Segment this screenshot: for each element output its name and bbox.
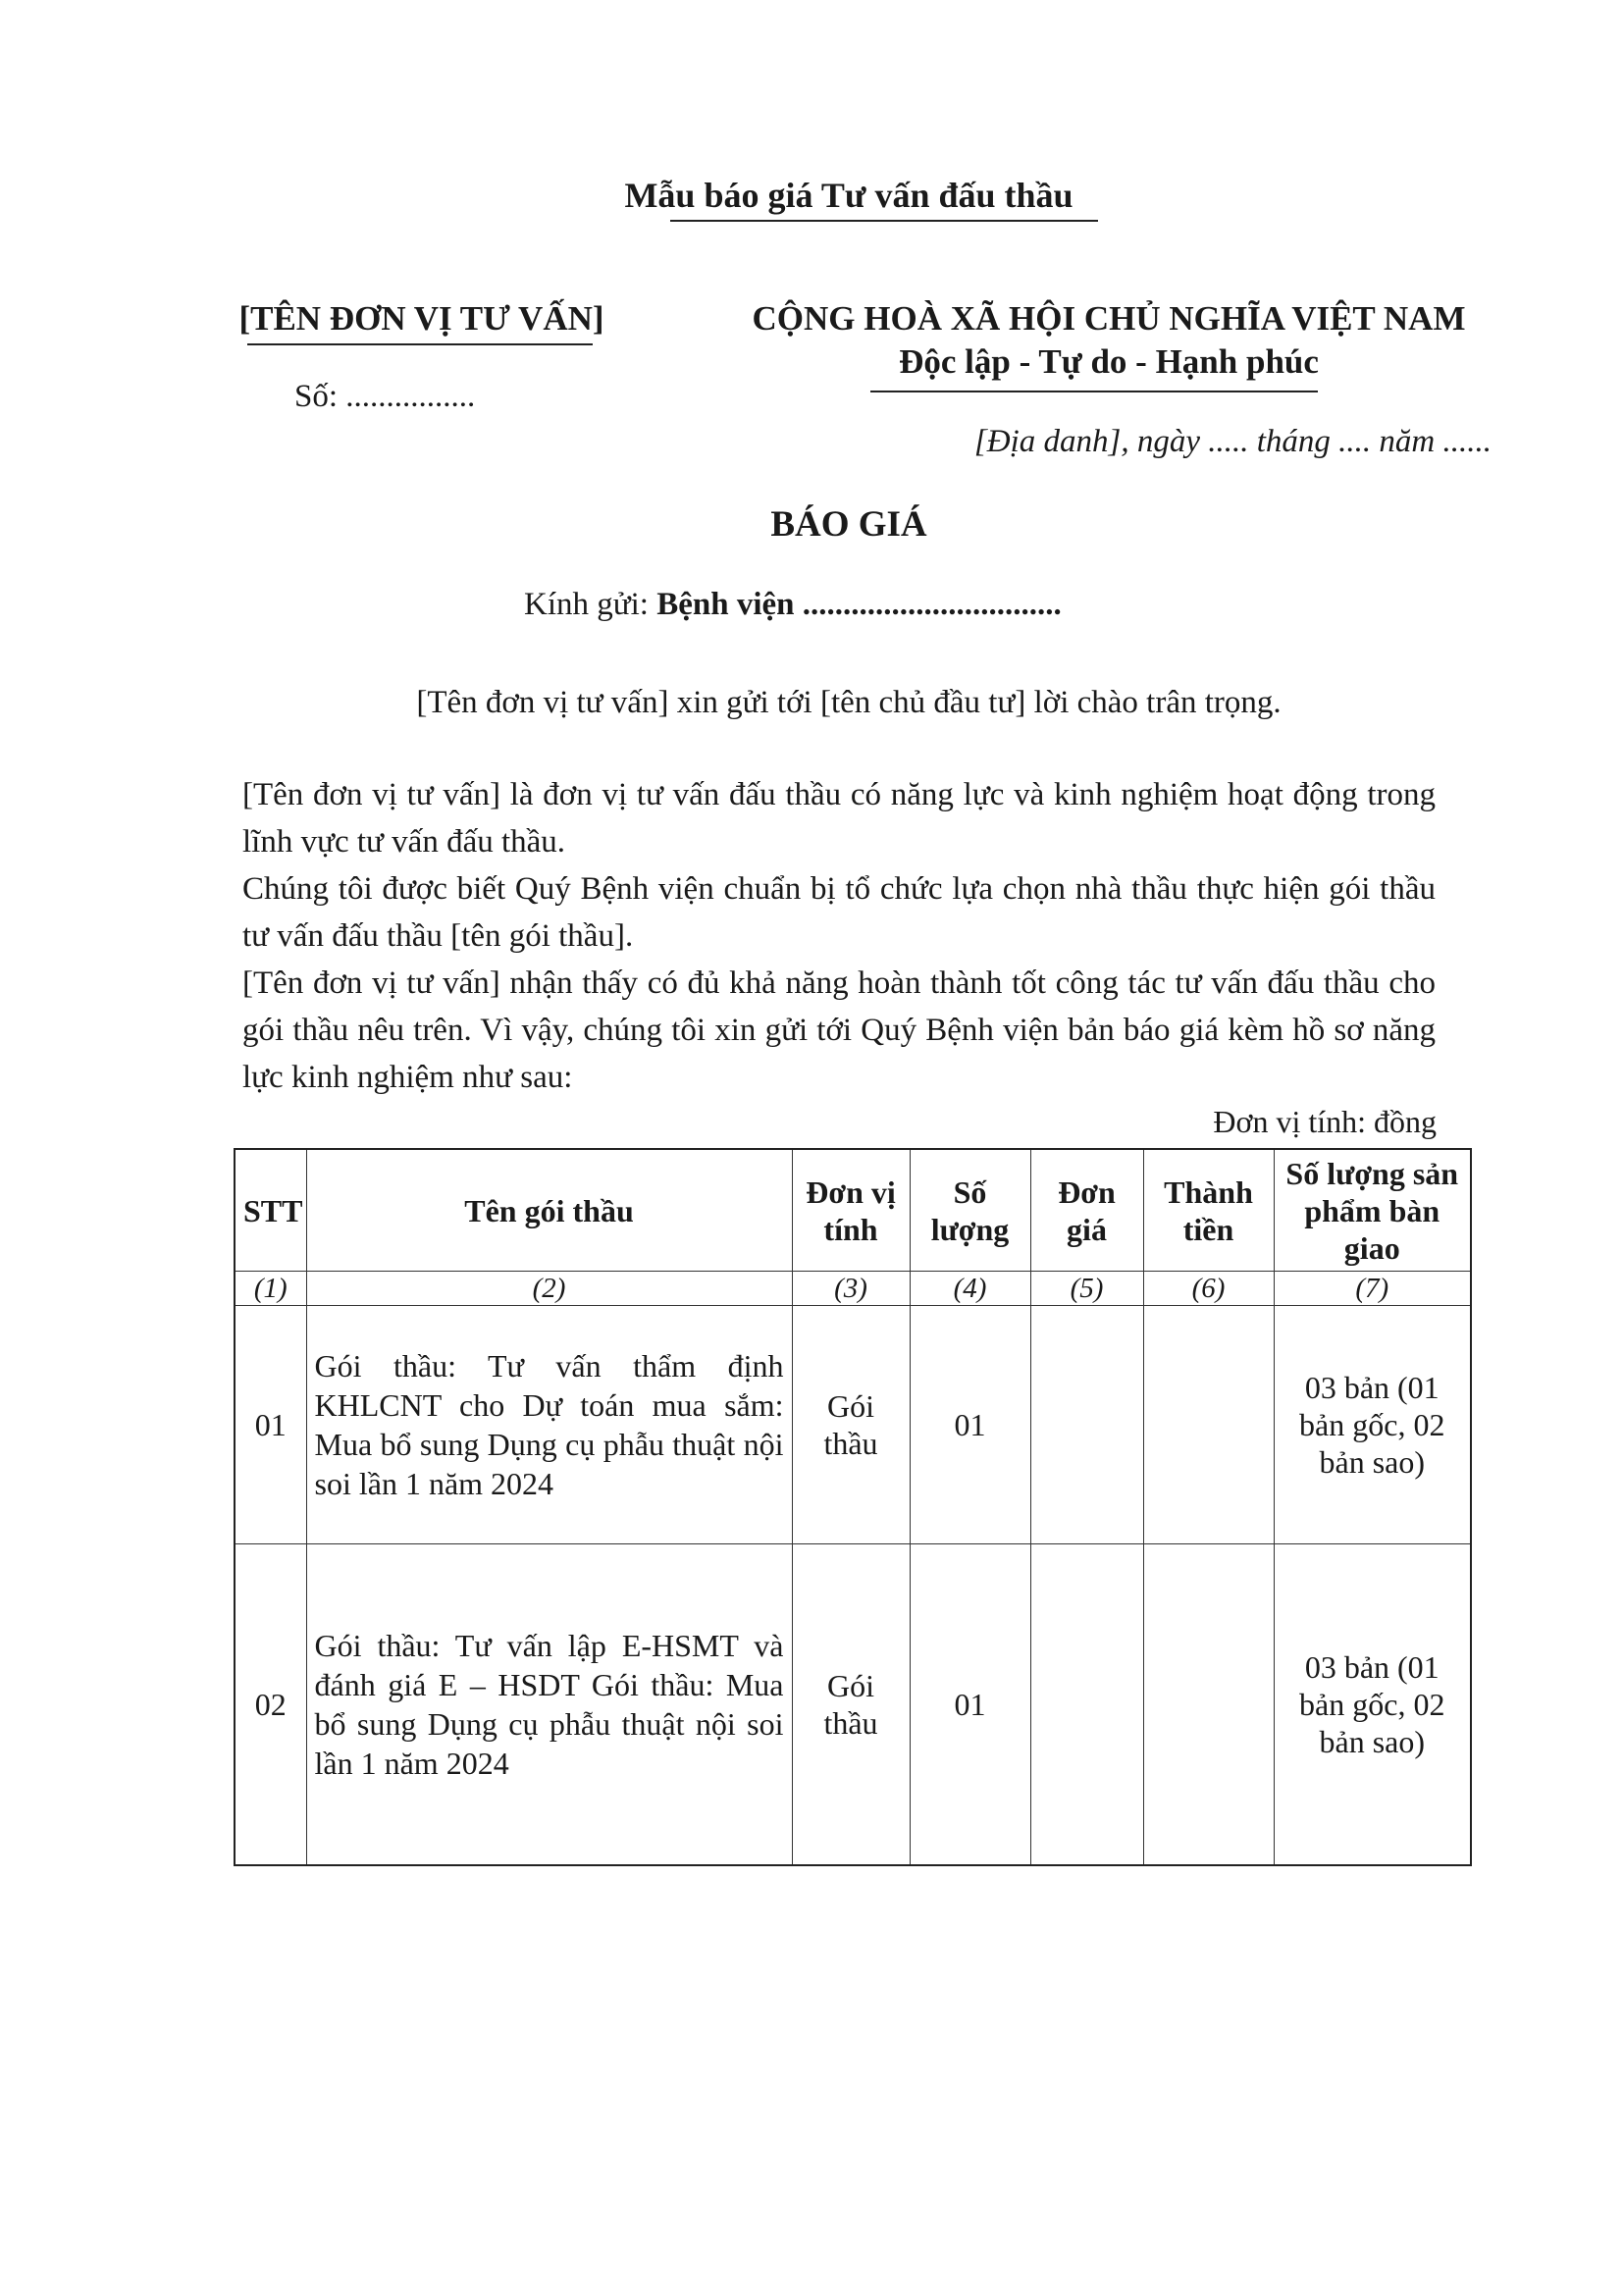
national-motto: Độc lập - Tự do - Hạnh phúc bbox=[899, 342, 1319, 381]
row-unit: Gói thầu bbox=[792, 1544, 910, 1866]
body-paragraphs bbox=[242, 771, 1436, 1101]
row-total bbox=[1143, 1544, 1274, 1866]
column-number-row bbox=[235, 1272, 1471, 1306]
header-unit-price: Đơn giá bbox=[1030, 1149, 1143, 1272]
table-row bbox=[235, 1306, 1471, 1544]
header-quantity: Số lượng bbox=[910, 1149, 1030, 1272]
motto-underline bbox=[870, 391, 1318, 392]
currency-unit-note: Đơn vị tính: đồng bbox=[1213, 1104, 1437, 1139]
recipient-name: Bệnh viện ................................ bbox=[656, 587, 1062, 622]
header-unit: Đơn vị tính bbox=[792, 1149, 910, 1272]
header-total: Thành tiền bbox=[1143, 1149, 1274, 1272]
col-number: (5) bbox=[1030, 1272, 1143, 1306]
row-deliverables: 03 bản (01 bản gốc, 02 bản sao) bbox=[1274, 1306, 1471, 1544]
row-unit-price bbox=[1030, 1544, 1143, 1866]
header-deliverables: Số lượng sản phẩm bàn giao bbox=[1274, 1149, 1471, 1272]
row-package-name: Gói thầu: Tư vấn lập E-HSMT và đánh giá E – HSDT Gói thầu: Mua bổ sung Dụng cụ phẫu thuật nội soi lần 1 năm 2024 bbox=[306, 1544, 792, 1866]
row-stt: 02 bbox=[235, 1544, 306, 1866]
form-title: Mẫu báo giá Tư vấn đấu thầu bbox=[624, 176, 1073, 215]
row-quantity: 01 bbox=[910, 1306, 1030, 1544]
col-number: (2) bbox=[306, 1272, 792, 1306]
col-number: (6) bbox=[1143, 1272, 1274, 1306]
quotation-table bbox=[234, 1148, 1472, 1866]
document-title: BÁO GIÁ bbox=[770, 504, 927, 545]
paragraph-3: [Tên đơn vị tư vấn] nhận thấy có đủ khả năng hoàn thành tốt công tác tư vấn đấu thầu cho gói thầu nêu trên. Vì vậy, chúng tôi xin gửi tới Quý Bệnh viện bản báo giá kèm hồ sơ năng lực kinh nghiệm như sau: bbox=[242, 965, 1436, 1095]
table-row bbox=[235, 1544, 1471, 1866]
table-header-row bbox=[235, 1149, 1471, 1272]
form-title-underline bbox=[670, 220, 1098, 222]
col-number: (3) bbox=[792, 1272, 910, 1306]
col-number: (4) bbox=[910, 1272, 1030, 1306]
col-number: (7) bbox=[1274, 1272, 1471, 1306]
row-total bbox=[1143, 1306, 1274, 1544]
national-title: CỘNG HOÀ XÃ HỘI CHỦ NGHĨA VIỆT NAM bbox=[752, 299, 1466, 338]
row-stt: 01 bbox=[235, 1306, 306, 1544]
greeting: [Tên đơn vị tư vấn] xin gửi tới [tên chủ đầu tư] lời chào trân trọng. bbox=[416, 685, 1282, 720]
org-name-underline bbox=[247, 343, 593, 345]
consultant-org-name: [TÊN ĐƠN VỊ TƯ VẤN] bbox=[238, 299, 604, 338]
row-quantity: 01 bbox=[910, 1544, 1030, 1866]
col-number: (1) bbox=[235, 1272, 306, 1306]
paragraph-2: Chúng tôi được biết Quý Bệnh viện chuẩn bị tổ chức lựa chọn nhà thầu thực hiện gói thầu tư vấn đấu thầu [tên gói thầu]. bbox=[242, 871, 1436, 954]
recipient-line bbox=[524, 587, 1062, 623]
document-number: Số: ................ bbox=[294, 379, 476, 414]
place-date-line: [Địa danh], ngày ..... tháng .... năm ...... bbox=[973, 424, 1492, 459]
header-package-name: Tên gói thầu bbox=[306, 1149, 792, 1272]
paragraph-1: [Tên đơn vị tư vấn] là đơn vị tư vấn đấu thầu có năng lực và kinh nghiệm hoạt động trong lĩnh vực tư vấn đấu thầu. bbox=[242, 777, 1436, 860]
row-package-name: Gói thầu: Tư vấn thẩm định KHLCNT cho Dự toán mua sắm: Mua bổ sung Dụng cụ phẫu thuật nội soi lần 1 năm 2024 bbox=[306, 1306, 792, 1544]
header-stt: STT bbox=[235, 1149, 306, 1272]
row-unit: Gói thầu bbox=[792, 1306, 910, 1544]
recipient-prefix: Kính gửi: bbox=[524, 587, 657, 622]
row-unit-price bbox=[1030, 1306, 1143, 1544]
row-deliverables: 03 bản (01 bản gốc, 02 bản sao) bbox=[1274, 1544, 1471, 1866]
